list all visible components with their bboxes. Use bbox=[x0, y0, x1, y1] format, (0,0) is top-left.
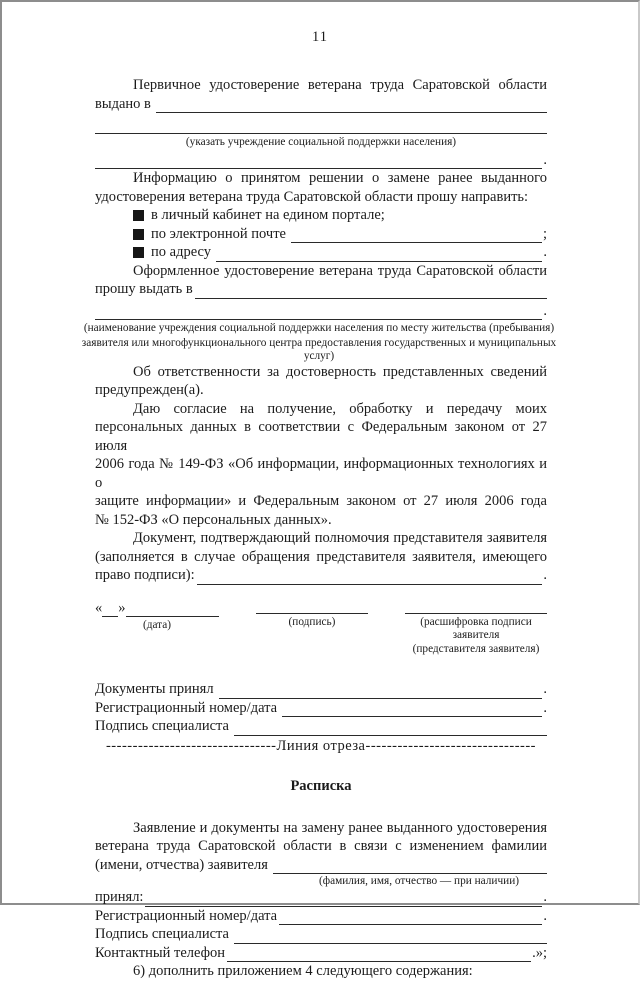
receipt-line2: ветерана труда Саратовской области в связи с изменением фамилии bbox=[95, 838, 547, 854]
period-text: . bbox=[543, 681, 547, 697]
institution-caption-line2: заявителя или многофункционального центра предоставления государственных и муниципальных услуг) bbox=[81, 336, 557, 362]
receipt-specialist-sign-row bbox=[95, 925, 547, 944]
representative-doc-line1: Документ, подтверждающий полномочия представителя заявителя bbox=[133, 530, 547, 546]
period-text: . bbox=[543, 907, 547, 924]
institution-caption-line1: (наименование учреждения социальной поддержки населения по месту жительства (пребывания) bbox=[83, 321, 555, 334]
receipt-phone-label: Контактный телефон bbox=[95, 944, 226, 961]
consent-line3: 2006 года № 149-ФЗ «Об информации, информационных технологиях и о bbox=[95, 456, 547, 491]
issuing-institution-caption: (указать учреждение социальной поддержки населения) bbox=[185, 136, 457, 148]
period-text: . bbox=[543, 244, 547, 260]
decision-info-line1: Информацию о принятом решении о замене ранее выданного bbox=[133, 170, 547, 186]
specialist-sign-blank[interactable] bbox=[234, 721, 547, 736]
receipt-specialist-sign-label: Подпись специалиста bbox=[95, 926, 229, 942]
quote-close-text: » bbox=[118, 599, 126, 616]
primary-cert-text-line1: Первичное удостоверение ветерана труда Саратовской области bbox=[133, 77, 547, 93]
issued-in-label: выдано в bbox=[95, 95, 151, 112]
decision-info-line2: удостоверения ветерана труда Саратовской области прошу направить: bbox=[95, 188, 529, 205]
sign-caption: (подпись) bbox=[288, 615, 336, 628]
receipt-reg-number-label: Регистрационный номер/дата bbox=[95, 907, 278, 924]
option-address-label: по адресу bbox=[151, 244, 211, 260]
issuing-institution-blank-1[interactable] bbox=[156, 98, 547, 113]
consent-line2: персональных данных в соответствии с Федеральным законом от 27 июля bbox=[95, 419, 547, 454]
name-caption-line2: (представителя заявителя) bbox=[412, 642, 540, 655]
address-blank[interactable] bbox=[216, 247, 542, 262]
period-text: . bbox=[543, 152, 547, 168]
receipt-specialist-sign-blank[interactable] bbox=[234, 929, 547, 944]
responsibility-line1: Об ответственности за достоверность представленных сведений bbox=[133, 363, 547, 380]
cut-line-dashes-right: -------------------------------- bbox=[365, 737, 537, 754]
docs-received-label: Документы принял bbox=[95, 681, 214, 697]
date-signature-column bbox=[95, 599, 219, 657]
docs-received-blank[interactable] bbox=[219, 684, 543, 699]
checkbox-filled-icon[interactable] bbox=[133, 247, 144, 258]
specialist-sign-label: Подпись специалиста bbox=[95, 718, 229, 734]
issue-to-blank-1[interactable] bbox=[195, 284, 547, 299]
name-column bbox=[405, 599, 547, 657]
option-personal-account[interactable] bbox=[95, 206, 547, 225]
issuing-institution-blank-2[interactable] bbox=[95, 117, 547, 134]
date-caption: (дата) bbox=[142, 618, 172, 631]
semicolon-text: ; bbox=[542, 225, 547, 242]
receipt-reg-number-blank[interactable] bbox=[279, 910, 542, 925]
page-number: 11 bbox=[312, 29, 328, 45]
option-address[interactable] bbox=[95, 243, 547, 262]
option-email-label: по электронной почте bbox=[151, 225, 286, 242]
issue-to-row bbox=[95, 280, 547, 299]
checkbox-filled-icon[interactable] bbox=[133, 210, 144, 221]
quote-open-text: « bbox=[95, 599, 103, 616]
receipt-applicant-label: (имени, отчества) заявителя bbox=[95, 856, 268, 873]
reg-number-label: Регистрационный номер/дата bbox=[95, 699, 278, 716]
responsibility-line2: предупрежден(а). bbox=[95, 382, 204, 398]
representative-doc-row bbox=[95, 566, 547, 585]
issuing-institution-blank-3[interactable] bbox=[95, 152, 542, 169]
amendment-clause: 6) дополнить приложением 4 следующего содержания: bbox=[133, 963, 473, 979]
cut-line-label: Линия отреза bbox=[276, 737, 366, 754]
receipt-accepted-blank[interactable] bbox=[145, 892, 542, 907]
receipt-phone-blank[interactable] bbox=[227, 947, 531, 962]
option-personal-account-label: в личный кабинет на едином портале; bbox=[151, 207, 385, 223]
receipt-reg-number-row bbox=[95, 907, 547, 926]
issued-cert-line1: Оформленное удостоверение ветерана труда Саратовской области bbox=[133, 262, 547, 279]
period-text: . bbox=[543, 699, 547, 716]
day-blank[interactable] bbox=[102, 603, 118, 617]
date-blank[interactable] bbox=[126, 602, 220, 617]
issue-to-blank-2-row bbox=[95, 303, 547, 320]
specialist-sign-row bbox=[95, 717, 547, 736]
signing-right-label: право подписи): bbox=[95, 567, 195, 583]
receipt-accepted-row bbox=[95, 888, 547, 907]
receipt-phone-row bbox=[95, 944, 547, 963]
receipt-applicant-row bbox=[95, 856, 547, 875]
cut-line bbox=[95, 737, 547, 755]
period-text: . bbox=[543, 302, 547, 319]
name-blank[interactable] bbox=[405, 599, 547, 614]
fio-caption: (фамилия, имя, отчество — при наличии) bbox=[318, 875, 519, 887]
receipt-accepted-label: принял: bbox=[95, 889, 144, 905]
reg-number-blank[interactable] bbox=[282, 702, 542, 717]
checkbox-filled-icon[interactable] bbox=[133, 229, 144, 240]
receipt-title: Расписка bbox=[290, 777, 352, 794]
issue-to-blank-2[interactable] bbox=[95, 303, 542, 320]
primary-cert-issued-in-row bbox=[95, 95, 547, 114]
consent-line5: № 152-ФЗ «О персональных данных». bbox=[95, 511, 332, 528]
signature-block bbox=[95, 599, 547, 657]
representative-doc-blank[interactable] bbox=[197, 570, 543, 585]
consent-line1: Даю согласие на получение, обработку и передачу моих bbox=[133, 400, 547, 417]
option-email[interactable] bbox=[95, 225, 547, 244]
applicant-name-blank[interactable] bbox=[273, 859, 547, 874]
reg-number-row bbox=[95, 699, 547, 718]
period-text: . bbox=[543, 567, 547, 583]
cut-line-dashes-left: -------------------------------- bbox=[105, 737, 277, 754]
issue-to-label: прошу выдать в bbox=[95, 281, 193, 297]
phone-suffix-text: .»; bbox=[532, 944, 547, 961]
representative-doc-line2: (заполняется в случае обращения представителя заявителя, имеющего bbox=[95, 548, 547, 565]
signature-blank[interactable] bbox=[256, 599, 368, 614]
receipt-line1: Заявление и документы на замену ранее выданного удостоверения bbox=[133, 819, 547, 836]
sign-column bbox=[256, 599, 368, 657]
docs-received-row bbox=[95, 680, 547, 699]
consent-line4: защите информации» и Федеральным законом от 27 июля 2006 года bbox=[95, 493, 547, 509]
issuing-institution-blank-3-row bbox=[95, 152, 547, 169]
period-text: . bbox=[543, 889, 547, 905]
email-blank[interactable] bbox=[291, 228, 542, 243]
name-caption-line1: (расшифровка подписи заявителя bbox=[420, 615, 532, 641]
